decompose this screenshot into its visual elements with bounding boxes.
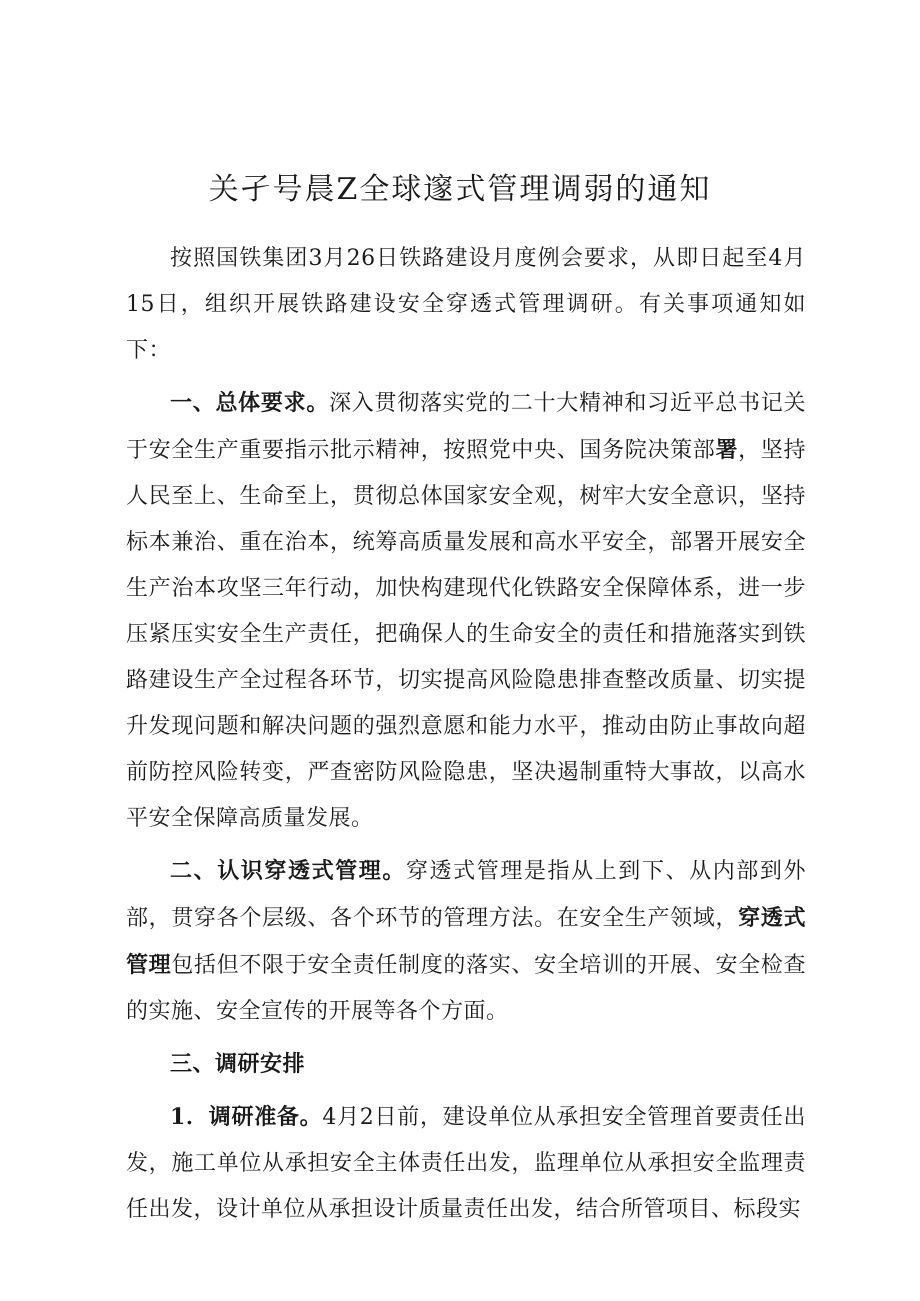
section-2-bold-phrase: 穿透式管理 [126,905,806,978]
document-body [126,236,806,1233]
section-3-paragraph [126,1041,806,1088]
section-1-text-b: ，坚持人民至上、生命至上，贯彻总体国家安全观，树牢大安全意识，坚持标本兼治、重在治本，统筹高质量发展和高水平安全，部署开展安全生产治本攻坚三年行动，加快构建现代化铁路安全保障体系，进一步压紧压实安全生产责任，把确保人的生命安全的责任和措施落实到铁路建设生产全过程各环节，切实提高风险隐患排查整改质量、切实提升发现问题和解决问题的强烈意愿和能力水平，推动由防止事故向超前防控风险转变，严查密防风险隐患，坚决遏制重特大事故，以高水平安全保障高质量发展。 [126,438,806,831]
section-2-heading: 二、认识穿透式管理。 [170,858,406,884]
intro-paragraph: 按照国铁集团3月26日铁路建设月度例会要求，从即日起至4月15日，组织开展铁路建设安全穿透式管理调研。有关事项通知如下： [126,246,806,363]
section-1-bold-char: 署 [715,437,739,463]
section-2-text-b: 包括但不限于安全责任制度的落实、安全培训的开展、安全检查的实施、安全宣传的开展等各个方面。 [126,953,806,1024]
item-1-heading: 1．调研准备。 [170,1104,323,1130]
item-1-text: 4月2日前，建设单位从承担安全管理首要责任出发，施工单位从承担安全主体责任出发，监理单位从承担安全监理责任出发，设计单位从承担设计质量责任出发，结合所管项目、标段实 [126,1105,806,1222]
section-1-heading: 一、总体要求。 [170,390,330,416]
section-3-heading: 三、调研安排 [170,1051,306,1077]
section-1-paragraph [126,380,806,842]
item-1-paragraph [126,1094,806,1233]
document-title: 关孑号晨Z全球邃式管理调弱的通知 [208,172,712,207]
section-1-text-a: 深入贯彻落实党的二十大精神和习近平总书记关于安全生产重要指示批示精神，按照党中央、国务院决策部 [126,391,806,463]
section-2-text-a: 穿透式管理是指从上到下、从内部到外部，贯穿各个层级、各个环节的管理方法。在安全生产领域， [126,859,806,931]
section-2-paragraph [126,848,806,1035]
